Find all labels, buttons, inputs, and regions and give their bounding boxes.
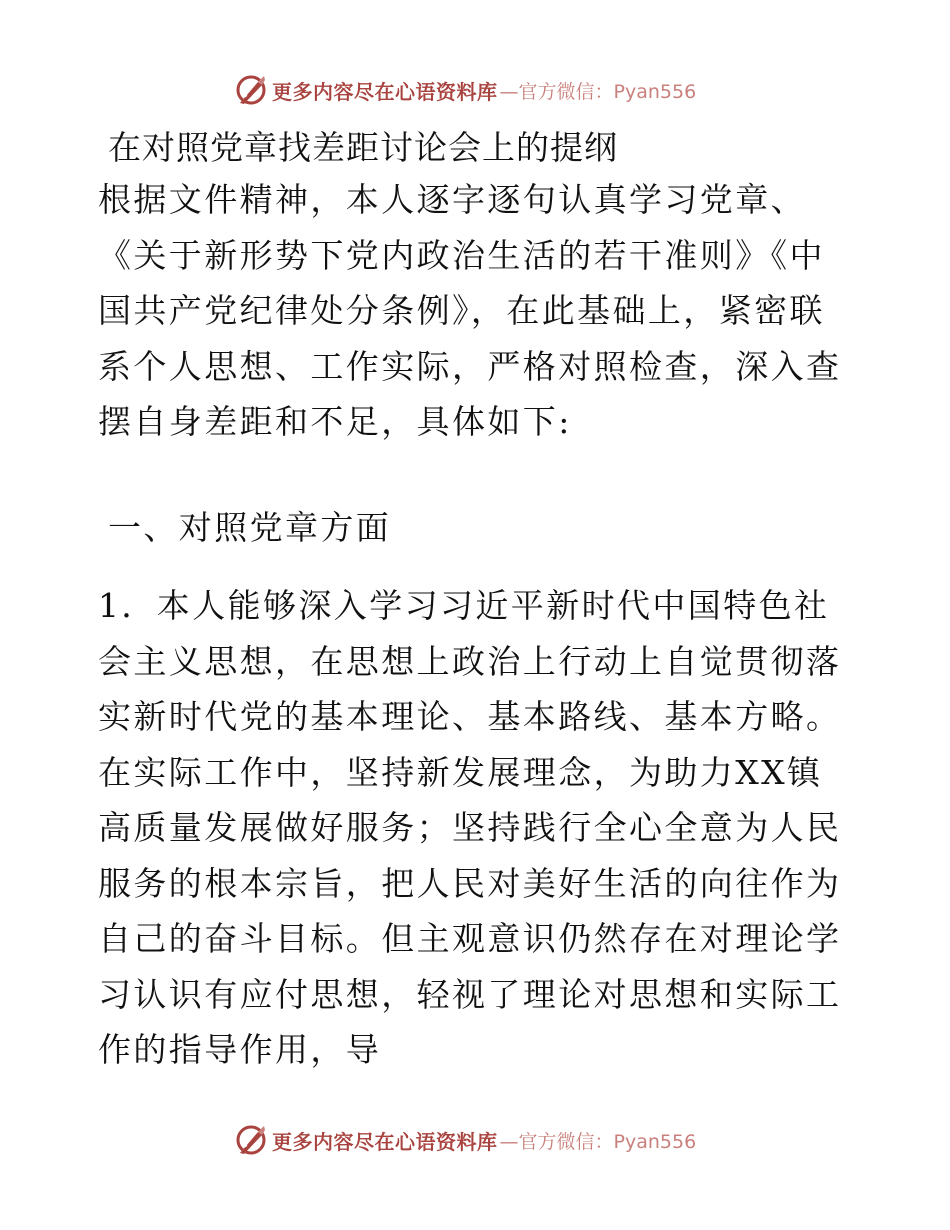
watermark-banner-bottom [234,1122,696,1158]
watermark-contact-text: —官方微信：Pyan556 [499,1130,697,1153]
intro-paragraph: 根据文件精神，本人逐字逐句认真学习党章、《关于新形势下党内政治生活的若干准则》《中国共产党纪律处分条例》，在此基础上，紧密联系个人思想、工作实际，严格对照检查，深入查摆自身差距和不足，具体如下: [98,180,842,441]
watermark-library-text: 更多内容尽在心语资料库 [272,79,498,104]
watermark-library-text: 更多内容尽在心语资料库 [272,1129,498,1154]
document-title: 在对照党章找差距讨论会上的提纲 [108,128,618,167]
watermark-banner-top [234,72,696,108]
item-1-paragraph: 1．本人能够深入学习习近平新时代中国特色社会主义思想，在思想上政治上行动上自觉贯彻落实新时代党的基本理论、基本路线、基本方略。在实际工作中，坚持新发展理念，为助力XX镇高质量发展做好服务；坚持践行全心全意为人民服务的根本宗旨，把人民对美好生活的向往作为自己的奋斗目标。但主观意识仍然存在对理论学习认识有应付思想，轻视了理论对思想和实际工作的指导作用，导 [98,586,842,1069]
section-heading: 一、对照党章方面 [108,508,392,547]
red-quill-logo-icon [234,73,268,107]
red-quill-logo-icon [234,1123,268,1157]
watermark-contact-text: —官方微信：Pyan556 [499,80,697,103]
